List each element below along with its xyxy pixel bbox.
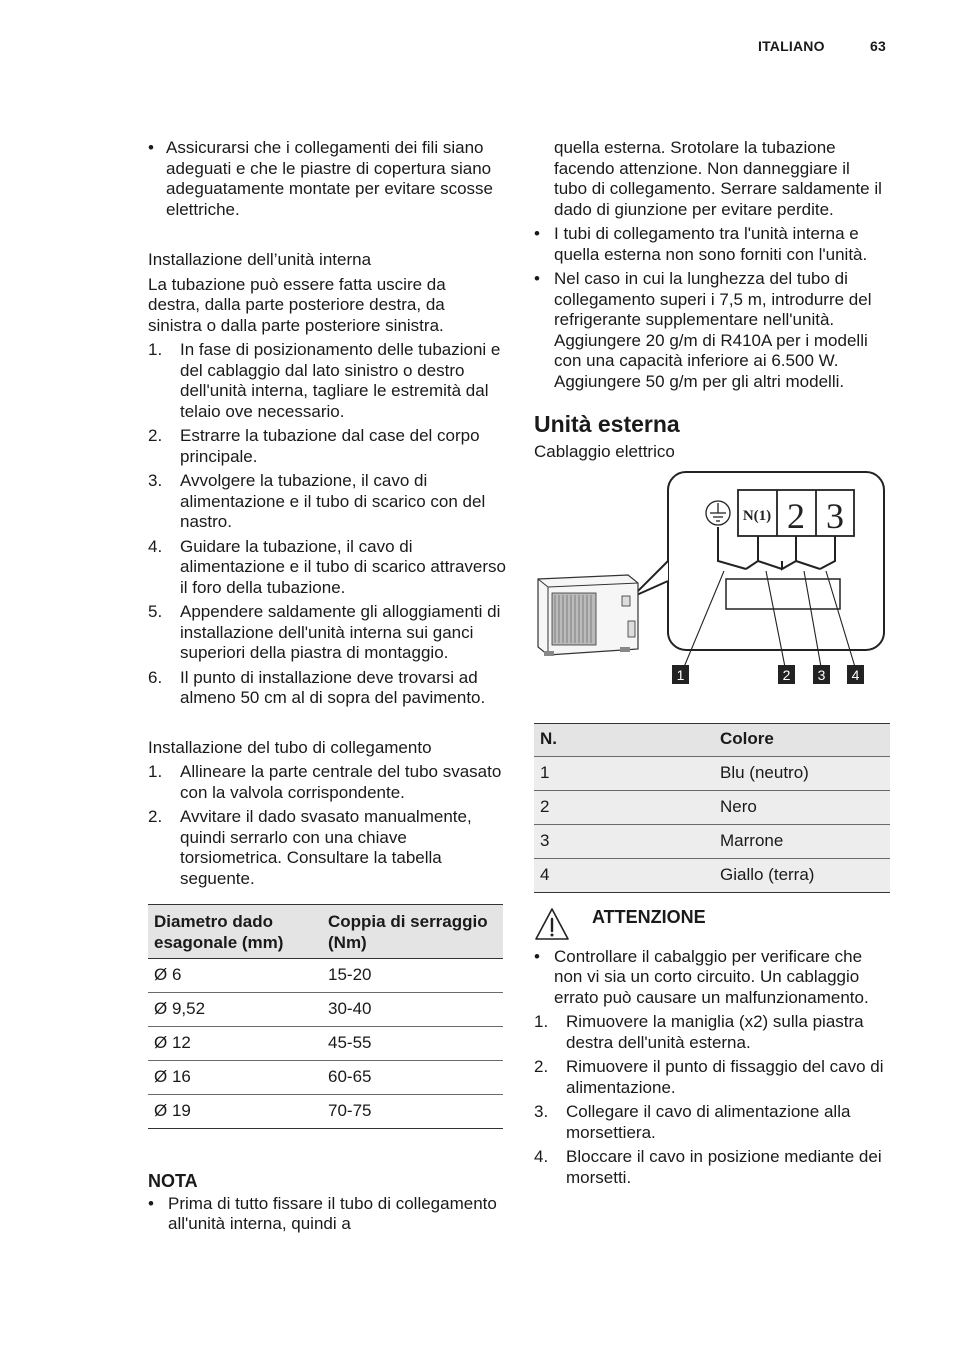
table-cell: Marrone bbox=[714, 824, 890, 858]
list-item: 1. Rimuovere la maniglia (x2) sulla piastra destra dell'unità esterna. bbox=[534, 1012, 864, 1052]
warning-icon bbox=[534, 907, 570, 941]
table-cell: 30-40 bbox=[322, 993, 503, 1027]
svg-text:4: 4 bbox=[851, 666, 860, 683]
table-header: N. bbox=[534, 723, 714, 756]
callout-2 bbox=[778, 665, 795, 684]
table-cell: Ø 19 bbox=[148, 1095, 322, 1129]
left-column bbox=[148, 138, 508, 1235]
wiring-diagram bbox=[534, 471, 890, 693]
wire-color-table bbox=[534, 723, 890, 893]
right-column bbox=[534, 138, 890, 1188]
callout-1 bbox=[672, 665, 689, 684]
list-item: 1. Allineare la parte centrale del tubo svasato con la valvola corrispondente. bbox=[148, 762, 502, 802]
nota-title: NOTA bbox=[148, 1171, 198, 1191]
callout-3 bbox=[813, 665, 830, 684]
table-header: Diametro dado esagonale (mm) bbox=[148, 905, 322, 959]
torque-table bbox=[148, 904, 503, 1129]
table-row bbox=[148, 993, 503, 1027]
bullet-pipes-not-supplied: • I tubi di collegamento tra l'unità interna e quella esterna non sono forniti con l'unità. bbox=[534, 224, 884, 265]
list-item: 1. In fase di posizionamento delle tubazioni e del cablaggio dal lato sinistro o destro dell'unità interna, tagliare le estremità dal telaio ove necessario. bbox=[148, 340, 501, 421]
bullet-wiring-check: • Assicurarsi che i collegamenti dei fili siano adeguati e che le piastre di copertura siano adeguatamente montate per evitare scosse elettriche. bbox=[148, 138, 501, 220]
table-row bbox=[534, 756, 890, 790]
pipe-install-title: Installazione del tubo di collegamento bbox=[148, 737, 432, 757]
terminal-label: N(1) bbox=[742, 507, 772, 524]
table-row bbox=[148, 1061, 503, 1095]
nota-bullet: • Prima di tutto fissare il tubo di collegamento all'unità interna, quindi a bbox=[148, 1194, 508, 1235]
connector-bar bbox=[726, 579, 840, 609]
attention-box bbox=[534, 907, 890, 947]
bullet-refrigerant: • Nel caso in cui la lunghezza del tubo di collegamento superi i 7,5 m, introdurre del refrigerante supplementare nell'unità. Aggiungere 20 g/m di R410A per i modelli con una capacità inferiore ai 6.500 W. Aggiungere 50 g/m per gli altri modelli. bbox=[534, 269, 889, 392]
pipe-install-steps bbox=[148, 762, 508, 889]
list-item: 2. Avvitare il dado svasato manualmente, quindi serrarlo con una chiave torsiometrica. Consultare la tabella seguente. bbox=[148, 807, 472, 888]
table-row bbox=[148, 959, 503, 993]
table-cell: Ø 16 bbox=[148, 1061, 322, 1095]
outdoor-unit-illustration bbox=[538, 575, 638, 656]
svg-text:2: 2 bbox=[782, 666, 791, 683]
table-header-row bbox=[534, 723, 890, 756]
table-cell: 60-65 bbox=[322, 1061, 503, 1095]
indoor-install-intro: La tubazione può essere fatta uscire da destra, dalla parte posteriore destra, da sinistra o dalla parte posteriore sinistra. bbox=[148, 274, 446, 335]
page-number: 63 bbox=[870, 38, 886, 54]
terminal-label: 2 bbox=[787, 495, 805, 536]
svg-text:1: 1 bbox=[676, 666, 685, 683]
indoor-install-steps bbox=[148, 340, 508, 709]
table-cell: 3 bbox=[534, 824, 714, 858]
table-cell: Ø 9,52 bbox=[148, 993, 322, 1027]
table-cell: Ø 12 bbox=[148, 1027, 322, 1061]
terminal-label: 3 bbox=[826, 495, 844, 536]
table-cell: 1 bbox=[534, 756, 714, 790]
table-cell: Blu (neutro) bbox=[714, 756, 890, 790]
list-item: 3. Collegare il cavo di alimentazione alla morsettiera. bbox=[534, 1102, 851, 1142]
table-row bbox=[148, 1095, 503, 1129]
continued-text: quella esterna. Srotolare la tubazione facendo attenzione. Non danneggiare il tubo di collegamento. Serrare saldamente il dado di giunzione per evitare perdite. bbox=[554, 138, 882, 219]
svg-text:3: 3 bbox=[817, 666, 826, 683]
table-cell: Ø 6 bbox=[148, 959, 322, 993]
table-cell: 4 bbox=[534, 858, 714, 892]
table-cell: 45-55 bbox=[322, 1027, 503, 1061]
list-item: 4. Bloccare il cavo in posizione mediante dei morsetti. bbox=[534, 1147, 882, 1187]
list-item: 6. Il punto di installazione deve trovarsi ad almeno 50 cm al di sopra del pavimento. bbox=[148, 667, 486, 707]
indoor-install-title: Installazione dell’unità interna bbox=[148, 250, 372, 269]
table-row bbox=[534, 790, 890, 824]
table-cell: 2 bbox=[534, 790, 714, 824]
list-item: 4. Guidare la tubazione, il cavo di alimentazione e il tubo di scarico attraverso il foro della tubazione. bbox=[148, 536, 506, 597]
header-language: ITALIANO bbox=[758, 38, 825, 54]
attention-title: ATTENZIONE bbox=[592, 906, 706, 927]
table-cell: Giallo (terra) bbox=[714, 858, 890, 892]
table-cell: Nero bbox=[714, 790, 890, 824]
callout-4 bbox=[847, 665, 864, 684]
table-header: Colore bbox=[714, 723, 890, 756]
table-row bbox=[148, 1027, 503, 1061]
wiring-label: Cablaggio elettrico bbox=[534, 442, 675, 461]
table-header: Coppia di serraggio (Nm) bbox=[322, 905, 503, 959]
table-row bbox=[534, 824, 890, 858]
list-item: 2. Estrarre la tubazione dal case del corpo principale. bbox=[148, 426, 480, 466]
list-item: 5. Appendere saldamente gli alloggiamenti di installazione dell'unità interna sui ganci superiori della piastra di montaggio. bbox=[148, 602, 501, 662]
table-header-row bbox=[148, 905, 503, 959]
attention-bullet: • Controllare il cabalggio per verificare che non vi sia un corto circuito. Un cablaggio errato può causare un malfunzionamento. bbox=[534, 947, 879, 1009]
table-cell: 70-75 bbox=[322, 1095, 503, 1129]
attention-steps bbox=[534, 1012, 890, 1188]
list-item: 3. Avvolgere la tubazione, il cavo di alimentazione e il tubo di scarico con del nastro. bbox=[148, 471, 486, 531]
table-row bbox=[534, 858, 890, 892]
list-item: 2. Rimuovere il punto di fissaggio del cavo di alimentazione. bbox=[534, 1057, 884, 1097]
table-cell: 15-20 bbox=[322, 959, 503, 993]
outdoor-unit-title: Unità esterna bbox=[534, 411, 680, 437]
